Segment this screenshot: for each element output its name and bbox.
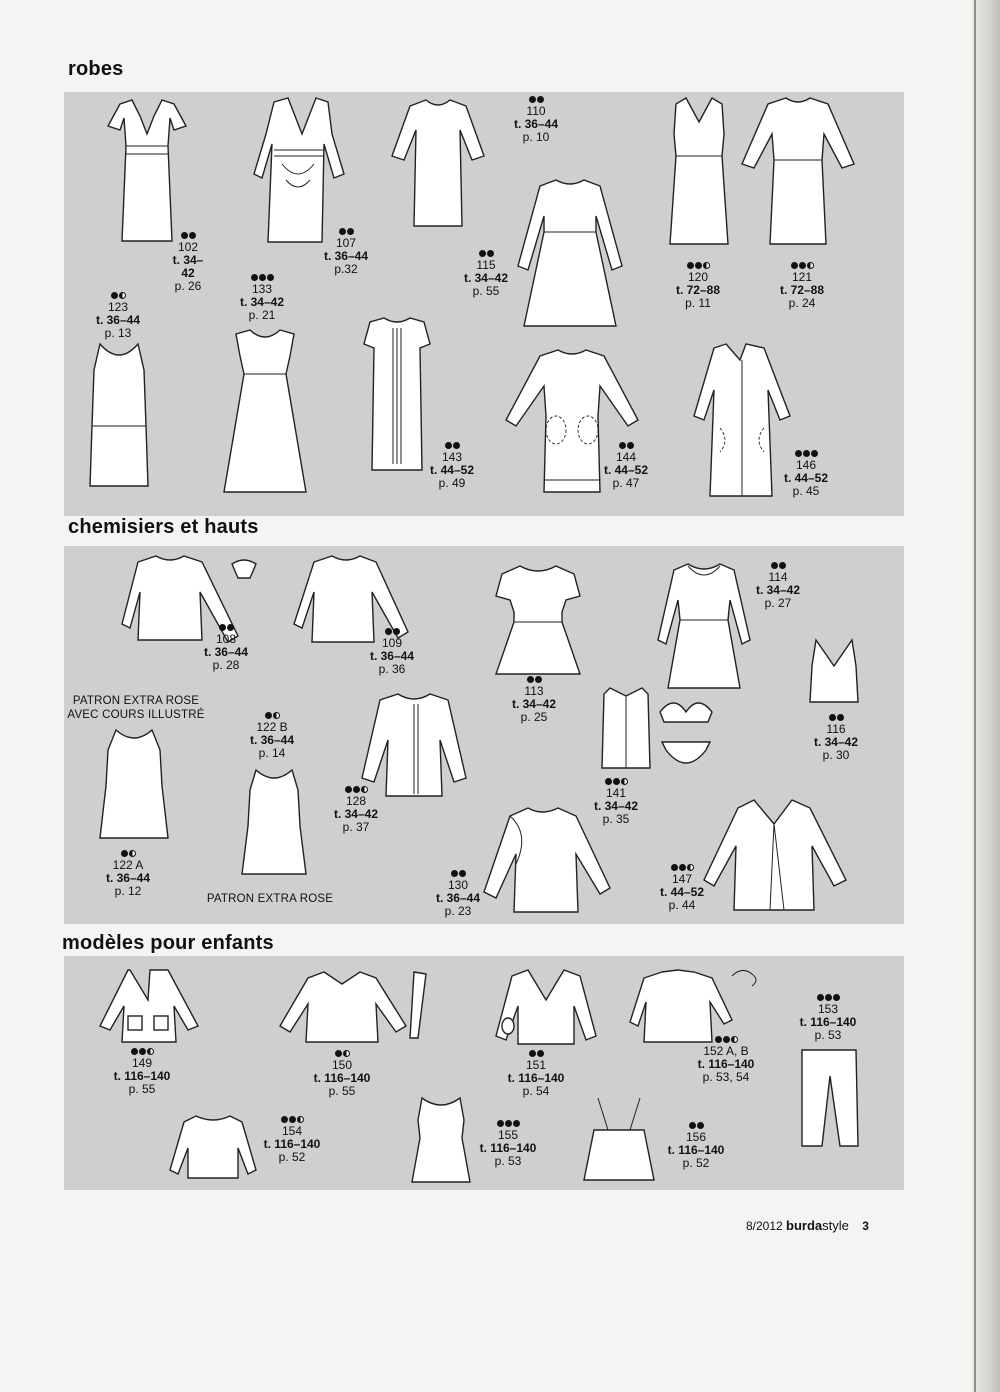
top-122a-drawing bbox=[96, 726, 172, 842]
model-108-label: 108 t. 36–44 p. 28 bbox=[196, 622, 256, 672]
model-147-label: 147 t. 44–52 p. 44 bbox=[652, 862, 712, 912]
lingerie-141-drawing bbox=[656, 688, 716, 772]
model-144-label: 144 t. 44–52 p. 47 bbox=[596, 440, 656, 490]
model-121-label: 121 t. 72–88 p. 24 bbox=[772, 260, 832, 310]
section-title-robes: robes bbox=[68, 58, 124, 80]
jacket-150-drawing bbox=[278, 968, 438, 1046]
model-115-label: 115 t. 34–42 p. 55 bbox=[456, 248, 516, 298]
model-113-label: 113 t. 34–42 p. 25 bbox=[504, 674, 564, 724]
model-120-label: 120 t. 72–88 p. 11 bbox=[668, 260, 728, 310]
model-146-label: 146 t. 44–52 p. 45 bbox=[776, 448, 836, 498]
top-141-drawing bbox=[596, 684, 656, 772]
section-title-enfants: modèles pour enfants bbox=[62, 932, 274, 954]
model-149-label: 149 t. 116–140 p. 55 bbox=[102, 1046, 182, 1096]
model-143-label: 143 t. 44–52 p. 49 bbox=[422, 440, 482, 490]
model-107-label: 107 t. 36–44 p.32 bbox=[316, 226, 376, 276]
model-122b-label: 122 B t. 36–44 p. 14 bbox=[242, 710, 302, 760]
model-150-label: 150 t. 116–140 p. 55 bbox=[302, 1048, 382, 1098]
trousers-153-drawing bbox=[796, 1046, 862, 1152]
model-122a-label: 122 A t. 36–44 p. 12 bbox=[98, 848, 158, 898]
model-155-label: 155 t. 116–140 p. 53 bbox=[468, 1118, 548, 1168]
section-title-chemisiers: chemisiers et hauts bbox=[68, 516, 259, 538]
page-edge-shadow bbox=[972, 0, 1000, 1392]
brand-logo: burdastyle bbox=[786, 1218, 849, 1233]
cardigan-151-drawing bbox=[494, 966, 600, 1050]
dress-121-drawing bbox=[738, 94, 858, 250]
model-141-label: 141 t. 34–42 p. 35 bbox=[586, 776, 646, 826]
dress-102-drawing bbox=[102, 96, 192, 246]
dress-107-drawing bbox=[252, 94, 352, 244]
blouse-114-drawing bbox=[654, 560, 754, 694]
page-footer bbox=[746, 1218, 869, 1233]
model-156-label: 156 t. 116–140 p. 52 bbox=[656, 1120, 736, 1170]
dress-123-drawing bbox=[86, 340, 152, 490]
model-152-label: 152 A, B t. 116–140 p. 53, 54 bbox=[686, 1034, 766, 1084]
model-130-label: 130 t. 36–44 p. 23 bbox=[428, 868, 488, 918]
model-110-label: 110 t. 36–44 p. 10 bbox=[506, 94, 566, 144]
tank-top-116-drawing bbox=[806, 636, 862, 706]
jacket-147-drawing bbox=[700, 796, 850, 916]
issue-date: 8/2012 bbox=[746, 1219, 783, 1233]
dress-120-drawing bbox=[664, 94, 734, 250]
model-153-label: 153 t. 116–140 p. 53 bbox=[788, 992, 868, 1042]
note-extra-rose: PATRON EXTRA ROSE bbox=[206, 893, 334, 905]
model-109-label: 109 t. 36–44 p. 36 bbox=[362, 626, 422, 676]
dress-110-drawing bbox=[388, 96, 488, 236]
blouse-154-drawing bbox=[168, 1112, 258, 1182]
model-128-label: 128 t. 34–42 p. 37 bbox=[326, 784, 386, 834]
model-102-label: 102 t. 34–42 p. 26 bbox=[168, 230, 208, 293]
model-123-label: 123 t. 36–44 p. 13 bbox=[88, 290, 148, 340]
model-154-label: 154 t. 116–140 p. 52 bbox=[252, 1114, 332, 1164]
jacket-149-drawing bbox=[98, 966, 202, 1046]
top-113-drawing bbox=[492, 562, 584, 680]
top-122b-drawing bbox=[238, 766, 310, 878]
page-edge-line bbox=[974, 0, 976, 1392]
model-151-label: 151 t. 116–140 p. 54 bbox=[496, 1048, 576, 1098]
dress-133-drawing bbox=[220, 326, 310, 496]
model-114-label: 114 t. 34–42 p. 27 bbox=[748, 560, 808, 610]
note-extra-rose-cours: PATRON EXTRA ROSE AVEC COURS ILLUSTRÉ bbox=[67, 695, 205, 721]
dress-155-drawing bbox=[408, 1094, 474, 1186]
model-133-label: 133 t. 34–42 p. 21 bbox=[232, 272, 292, 322]
page-number: 3 bbox=[862, 1219, 869, 1233]
skirt-156-drawing bbox=[578, 1094, 660, 1184]
model-116-label: 116 t. 34–42 p. 30 bbox=[806, 712, 866, 762]
dress-115-drawing bbox=[510, 176, 630, 334]
